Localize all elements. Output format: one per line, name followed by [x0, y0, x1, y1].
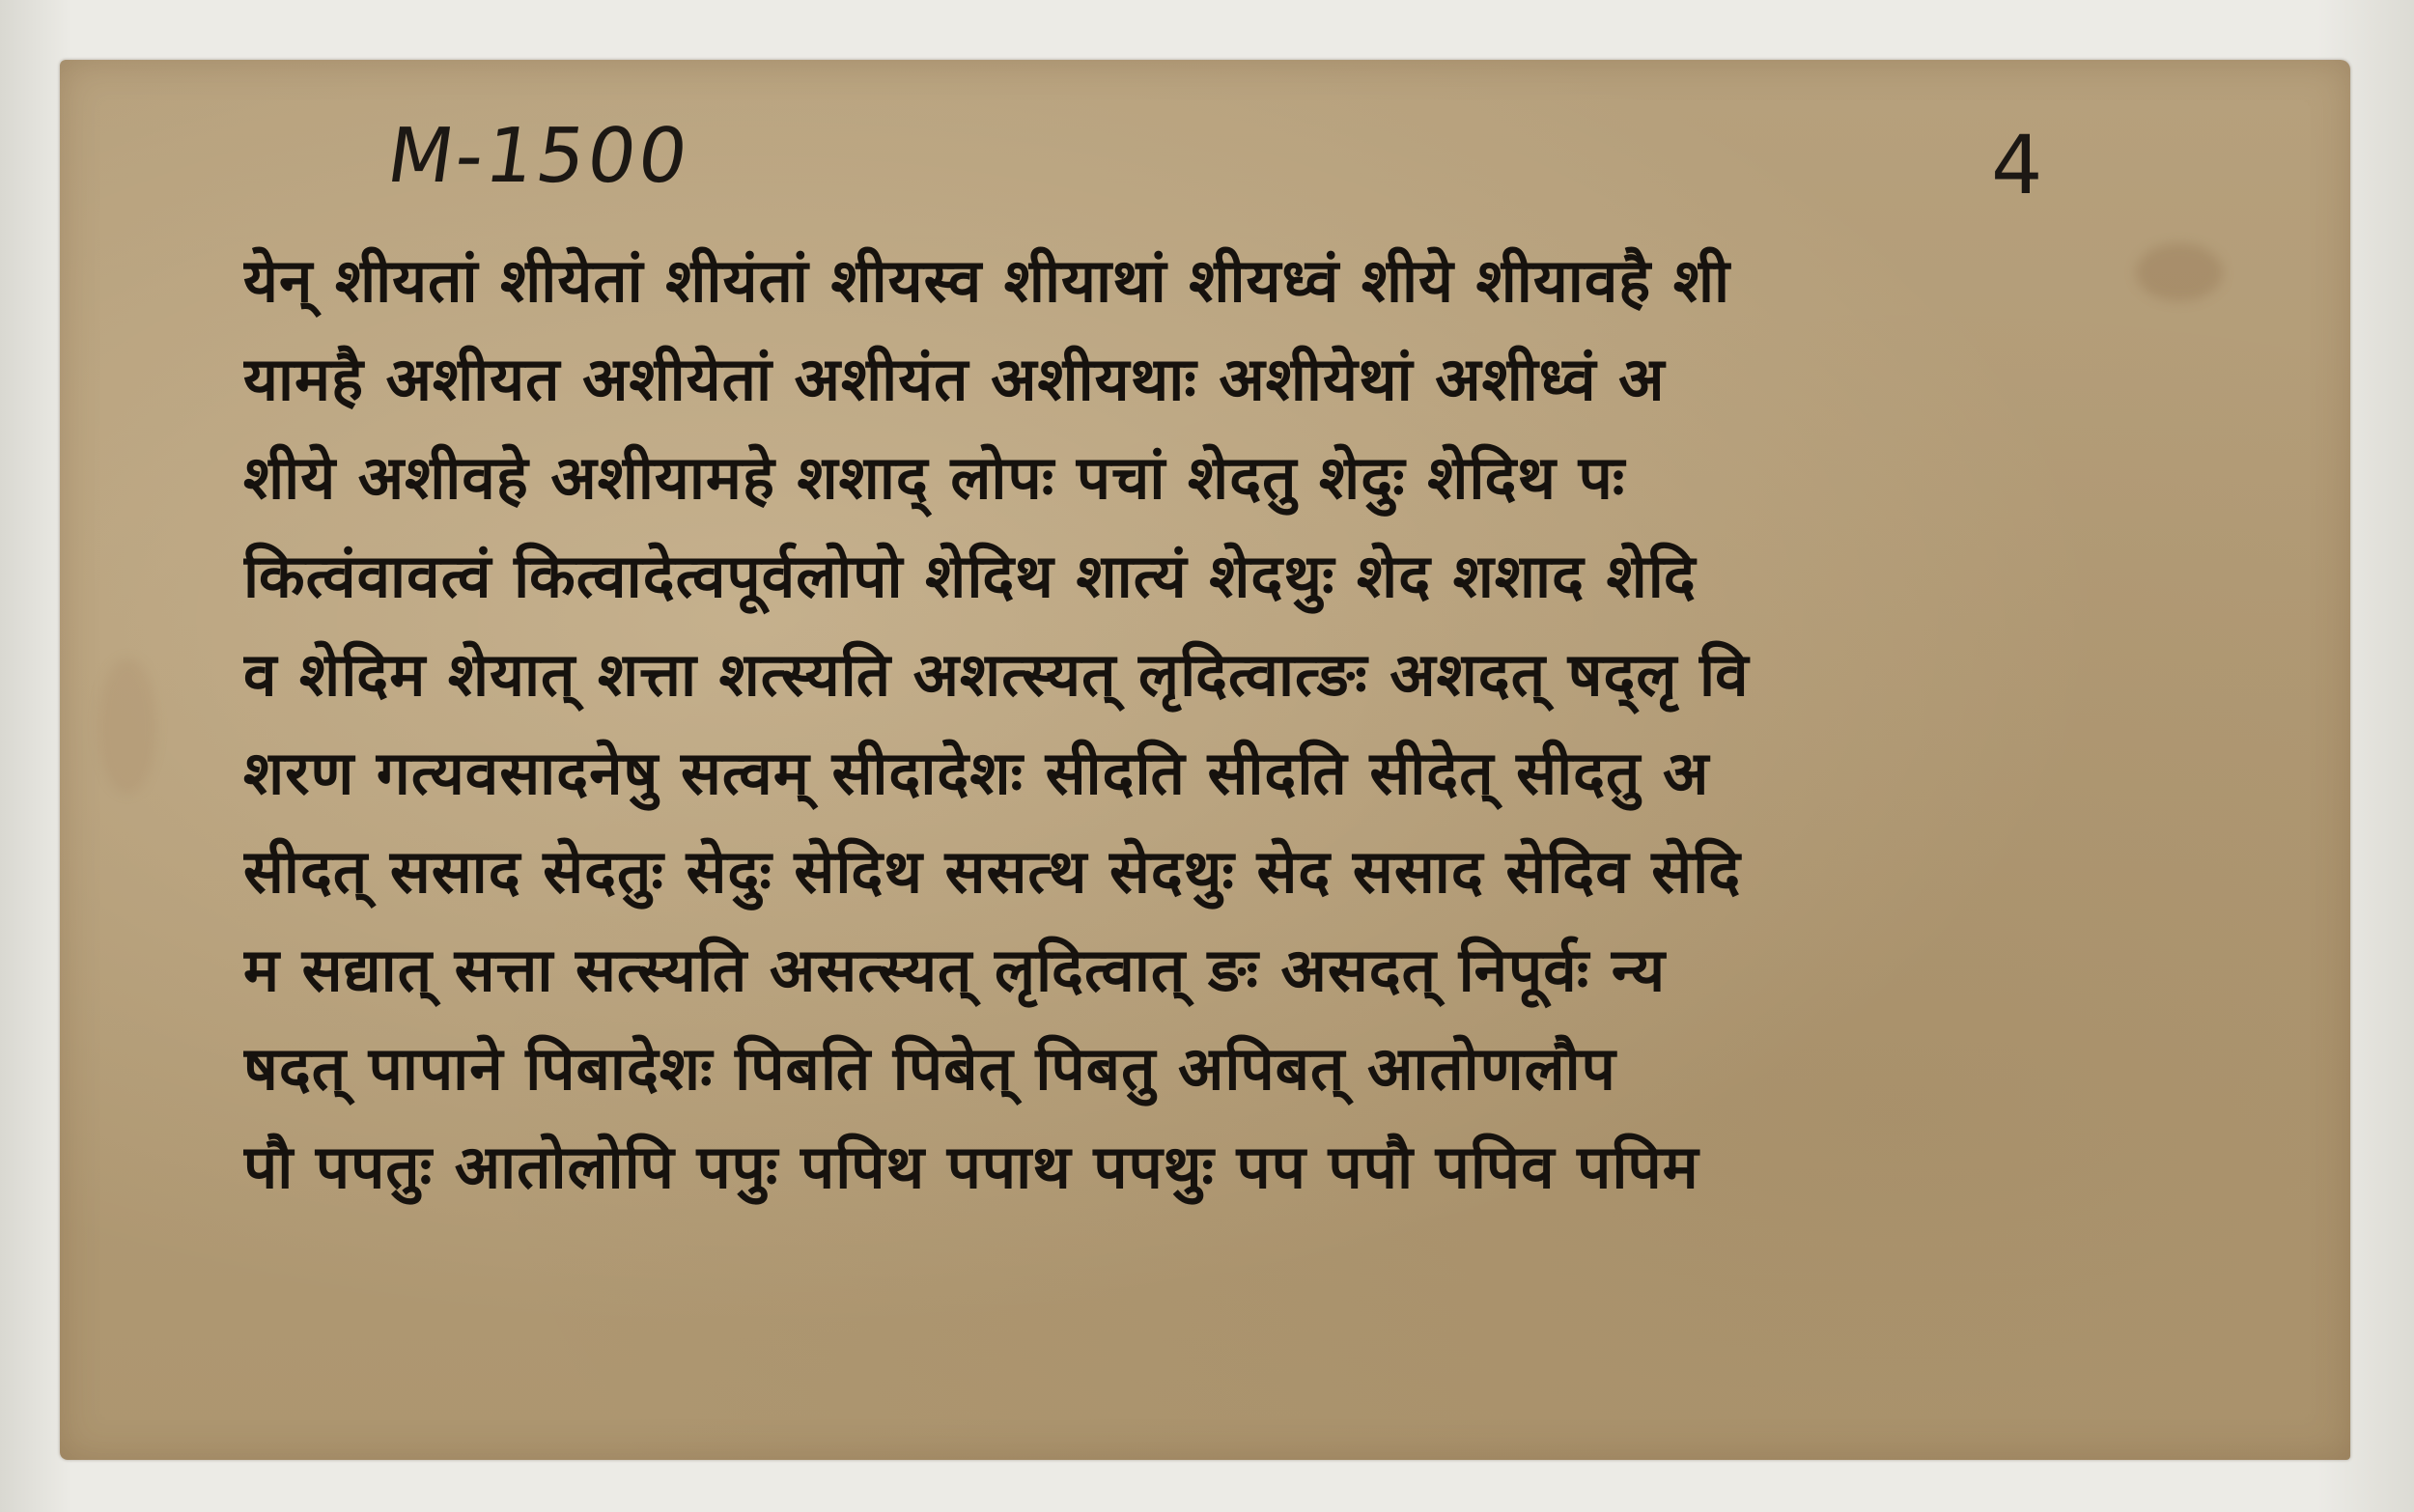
text-line: यामहै अशीयत अशीयेतां अशीयंत अशीयथाः अशीयेथां अशीध्वं अ: [243, 344, 1666, 414]
manuscript-leaf: [60, 60, 2350, 1460]
manuscript-text: [243, 232, 2252, 1217]
text-line: शीये अशीवहे अशीयामहे शशाद् लोपः पचां शेदतु शेदुः शेदिथ पः: [243, 442, 1626, 513]
text-line: व शेदिम शेयात् शत्ता शत्स्यति अशत्स्यत् लृदित्वात्ङः अशदत् षद्लृ वि: [243, 639, 1750, 710]
text-line: सीदत् ससाद सेदतुः सेदुः सेदिथ ससत्थ सेदथुः सेद ससाद सेदिव सेदि: [243, 836, 1742, 907]
text-line: म सद्यात् सत्ता सत्स्यति असत्स्यत् लृदित्वात् ङः असदत् निपूर्वः न्य: [243, 935, 1667, 1005]
text-line: येन् शीयतां शीयेतां शीयंतां शीयस्व शीयाथां शीयध्वं शीये शीयावहै शी: [243, 245, 1731, 316]
stain-mark: [98, 658, 156, 794]
text-line: षदत् पापाने पिबादेशः पिबति पिबेत् पिबतु अपिबत् आतोणलौप: [243, 1033, 1616, 1104]
text-line: शरण गत्यवसादनेषु सत्वम् सीदादेशः सीदति सीदति सीदेत् सीदतु अ: [243, 738, 1710, 808]
text-line: कित्वंवावत्वं कित्वादेत्वपूर्वलोपो शेदिथ शात्यं शेदथुः शेद शशाद शेदि: [243, 541, 1697, 611]
text-line: पौ पपतुः आतोलोपि पपुः पपिथ पपाथ पपथुः पप पपौ पपिव पपिम: [243, 1132, 1699, 1202]
manuscript-number: M-1500: [381, 113, 696, 200]
folio-number: 4: [1991, 118, 2043, 212]
